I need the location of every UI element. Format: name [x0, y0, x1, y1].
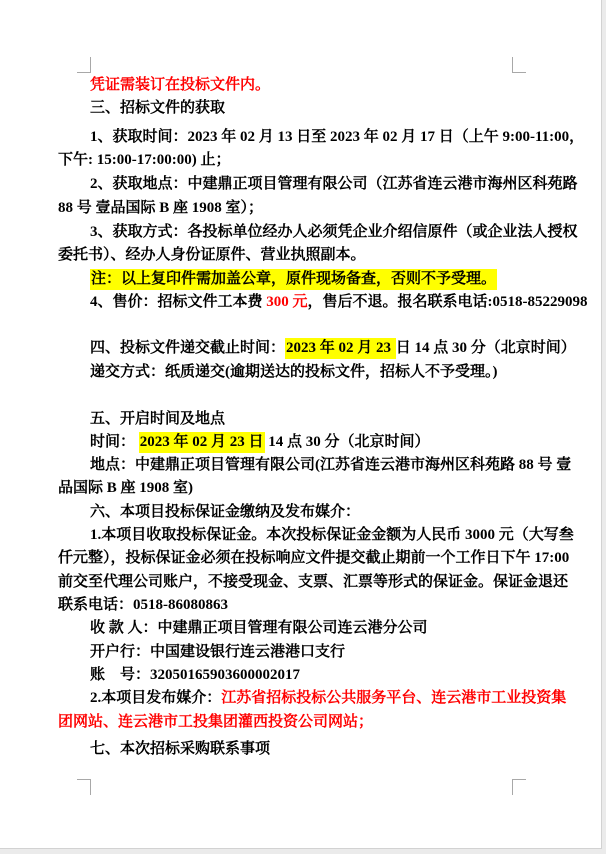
media-line-1: 2.本项目发布媒介：江苏省招标投标公共服务平台、连云港市工业投资集: [90, 690, 567, 706]
bank-line: 开户行：中国建设银行连云港港口支行: [90, 644, 346, 660]
delivery-method-line: 递交方式：纸质递交(逾期送达的投标文件，招标人不予受理。): [90, 364, 498, 380]
obtain-place-line-1: 2、获取地点：中建鼎正项目管理有限公司（江苏省连云港市海州区科苑路: [90, 176, 578, 192]
section-3-heading: 三、招标文件的获取: [90, 100, 226, 116]
open-time-line: 时间： 2023 年 02 月 23 日 14 点 30 分（北京时间）: [90, 432, 430, 452]
note-highlight-line: 注：以上复印件需加盖公章，原件现场备查，否则不予受理。: [90, 269, 497, 289]
deposit-line-1: 1.本项目收取投标保证金。本次投标保证金金额为人民币 3000 元（大写叁: [90, 527, 574, 543]
media-line-2: 团网站、连云港市工投集团灌西投资公司网站；: [58, 714, 374, 730]
obtain-method-line-1: 3、获取方式：各投标单位经办人必须凭企业介绍信原件（或企业法人授权: [90, 224, 578, 240]
section-5-heading: 五、开启时间及地点: [90, 411, 226, 427]
section-7-heading: 七、本次招标采购联系事项: [90, 741, 271, 757]
open-place-line-1: 地点：中建鼎正项目管理有限公司(江苏省连云港市海州区科苑路 88 号 壹: [90, 457, 572, 473]
price-line: 4、售价：招标文件工本费 300 元，售后不退。报名联系电话:0518-85229098: [90, 294, 588, 310]
obtain-method-line-2: 委托书）、经办人身份证原件、营业执照副本。: [58, 247, 366, 263]
page-bottom-edge: [0, 848, 602, 854]
obtain-time-line-2: 下午: 15:00-17:00:00) 止；: [58, 152, 231, 168]
deposit-line-2: 仟元整），投标保证金必须在投标响应文件提交截止期前一个工作日下午 17:00: [58, 550, 570, 566]
obtain-place-line-2: 88 号 壹品国际 B 座 1908 室）；: [58, 200, 264, 216]
obtain-time-line-1: 1、获取时间：2023 年 02 月 13 日至 2023 年 02 月 17 日（上午 9:00-11:00，: [90, 129, 585, 145]
open-place-line-2: 品国际 B 座 1908 室): [58, 480, 194, 496]
margin-mark-bottom-left-icon: [77, 779, 91, 795]
margin-mark-bottom-right-icon: [512, 779, 526, 795]
section-6-heading: 六、本项目投标保证金缴纳及发布媒介：: [90, 504, 361, 520]
margin-mark-top-right-icon: [512, 57, 526, 73]
deposit-line-3: 前交至代理公司账户，不接受现金、支票、汇票等形式的保证金。保证金退还: [58, 574, 569, 590]
submission-deadline-line: 四、投标文件递交截止时间：2023 年 02 月 23 日 14 点 30 分（北京时间）: [90, 338, 576, 358]
margin-mark-top-left-icon: [77, 57, 91, 73]
payee-line: 收 款 人：中建鼎正项目管理有限公司连云港分公司: [90, 620, 428, 636]
binding-notice: 凭证需装订在投标文件内。: [90, 77, 271, 93]
account-line: 账 号：32050165903600002017: [90, 667, 301, 683]
deposit-line-4: 联系电话：0518-86080863: [58, 597, 228, 613]
page-right-edge: [601, 0, 606, 854]
